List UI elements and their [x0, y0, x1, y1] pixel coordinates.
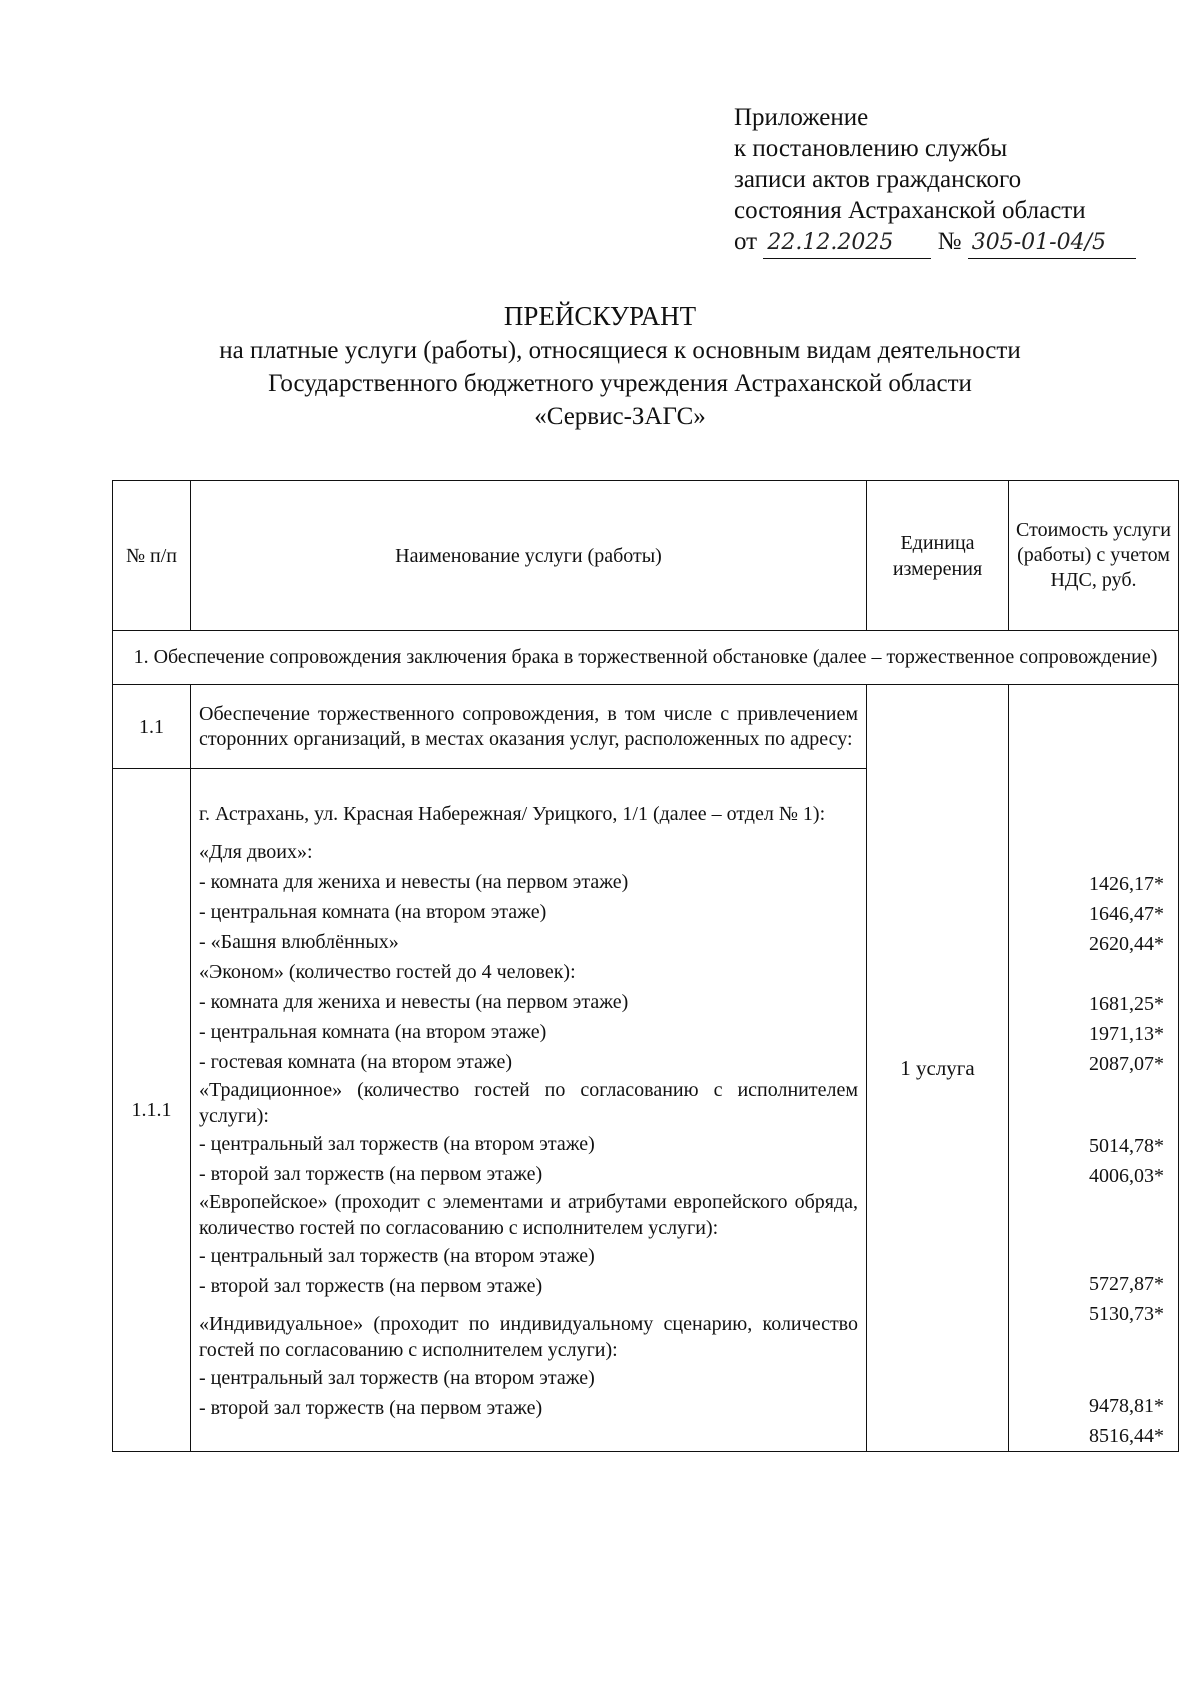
service-item: - второй зал торжеств (на первом этаже) [199, 1163, 543, 1185]
date-prefix: от [734, 228, 758, 255]
document-title: ПРЕЙСКУРАНТ [503, 301, 697, 331]
appendix-line-4: состояния Астраханской области [734, 197, 1086, 224]
price: 1971,13* [1089, 1023, 1164, 1045]
price: 2087,07* [1089, 1053, 1164, 1075]
price: 9478,81* [1089, 1395, 1164, 1417]
cost-cell [1009, 685, 1179, 1452]
service-item: - комната для жениха и невесты (на первом этаже) [199, 871, 629, 893]
price: 5130,73* [1089, 1303, 1164, 1325]
table-row [113, 685, 1179, 769]
appendix-line-3: записи актов гражданского [734, 166, 1022, 193]
row-number: 1.1 [113, 685, 191, 769]
unit-cell: 1 услуга [867, 685, 1009, 1452]
subtitle-line-2: Государственного бюджетного учреждения Астраханской области [268, 370, 972, 397]
header-cost: Стоимость услуги (работы) с учетом НДС, руб. [1009, 481, 1179, 631]
price: 1646,47* [1089, 903, 1164, 925]
header-unit: Единица измерения [867, 481, 1009, 631]
service-item: - гостевая комната (на втором этаже) [199, 1051, 512, 1073]
price: 4006,03* [1089, 1165, 1164, 1187]
subtitle-line-1: на платные услуги (работы), относящиеся к основным видам деятельности [219, 337, 1021, 364]
service-item: - второй зал торжеств (на первом этаже) [199, 1275, 543, 1297]
section-title: 1. Обеспечение сопровождения заключения брака в торжественной обстановке (далее – торжественное сопровождение) [113, 631, 1179, 685]
service-item: - центральная комната (на втором этаже) [199, 1021, 547, 1043]
document-subtitle [180, 334, 1060, 433]
service-item: - второй зал торжеств (на первом этаже) [199, 1397, 543, 1419]
appendix-line-1: Приложение [734, 104, 869, 131]
group-title: «Традиционное» (количество гостей по согласованию с исполнителем услуги): [199, 1079, 858, 1127]
price: 5014,78* [1089, 1135, 1164, 1157]
service-item: - комната для жениха и невесты (на первом этаже) [199, 991, 629, 1013]
service-item: - «Башня влюблённых» [199, 931, 399, 953]
price: 8516,44* [1089, 1425, 1164, 1447]
header-name: Наименование услуги (работы) [191, 481, 867, 631]
group-title: «Для двоих»: [199, 841, 313, 863]
service-item: - центральная комната (на втором этаже) [199, 901, 547, 923]
subtitle-line-3: «Сервис-ЗАГС» [534, 403, 706, 430]
service-item: - центральный зал торжеств (на втором этаже) [199, 1245, 595, 1267]
appendix-block [734, 102, 1154, 259]
price: 1681,25* [1089, 993, 1164, 1015]
section-row [113, 631, 1179, 685]
price: 5727,87* [1089, 1273, 1164, 1295]
price: 1426,17* [1089, 873, 1164, 895]
price-table [112, 480, 1179, 1452]
table-header-row [113, 481, 1179, 631]
row-description: Обеспечение торжественного сопровождения, в том числе с привлечением сторонних организаций, в местах оказания услуг, расположенных по адресу: [191, 685, 867, 769]
service-item: - центральный зал торжеств (на втором этаже) [199, 1133, 595, 1155]
handwritten-number: 305-01-04/5 [968, 227, 1136, 259]
handwritten-date: 22.12.2025 [763, 227, 931, 259]
group-title: «Европейское» (проходит с элементами и атрибутами европейского обряда, количество гостей по согласованию с исполнителем услуги): [199, 1191, 858, 1239]
row-number: 1.1.1 [113, 769, 191, 1452]
group-title: «Эконом» (количество гостей до 4 человек): [199, 961, 576, 983]
appendix-line-2: к постановлению службы [734, 135, 1008, 162]
appendix-date-line [734, 226, 1154, 259]
price: 2620,44* [1089, 933, 1164, 955]
row-description [191, 769, 867, 1452]
address-text: г. Астрахань, ул. Красная Набережная/ Урицкого, 1/1 (далее – отдел № 1): [199, 803, 826, 825]
group-title: «Индивидуальное» (проходит по индивидуальному сценарию, количество гостей по согласованию с исполнителем услуги): [199, 1313, 858, 1361]
header-number: № п/п [113, 481, 191, 631]
service-item: - центральный зал торжеств (на втором этаже) [199, 1367, 595, 1389]
number-prefix: № [937, 228, 962, 255]
